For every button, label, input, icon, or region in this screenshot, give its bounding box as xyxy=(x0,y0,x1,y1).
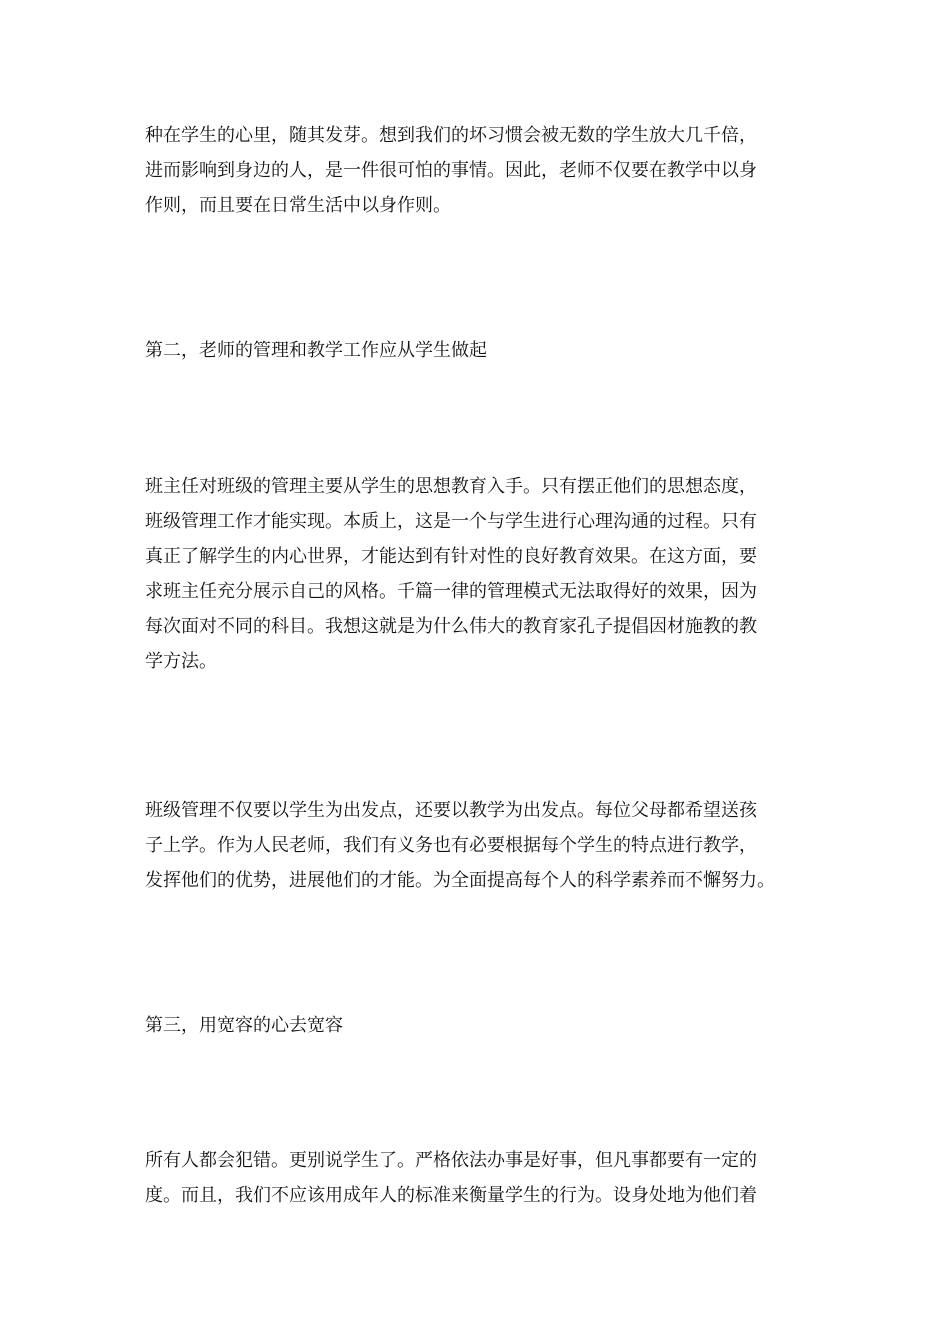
paragraph-role-model xyxy=(145,118,825,223)
text-line: 子上学。作为人民老师，我们有义务也有必要根据每个学生的特点进行教学， xyxy=(145,835,757,856)
text-line: 求班主任充分展示自己的风格。千篇一律的管理模式无法取得好的效果，因为 xyxy=(145,581,757,602)
paragraph-class-management xyxy=(145,469,825,679)
paragraph-tolerance xyxy=(145,1143,825,1213)
text-line: 班级管理不仅要以学生为出发点，还要以教学为出发点。每位父母都希望送孩 xyxy=(145,800,757,821)
text-line: 学方法。 xyxy=(145,651,217,672)
heading-text: 第三，用宽容的心去宽容 xyxy=(145,1015,343,1036)
text-line: 班主任对班级的管理主要从学生的思想教育入手。只有摆正他们的思想态度， xyxy=(145,476,757,497)
text-line: 所有人都会犯错。更别说学生了。严格依法办事是好事，但凡事都要有一定的 xyxy=(145,1150,757,1171)
text-line: 作则，而且要在日常生活中以身作则。 xyxy=(145,195,451,216)
section-heading-second xyxy=(145,333,825,368)
text-line: 种在学生的心里，随其发芽。想到我们的坏习惯会被无数的学生放大几千倍， xyxy=(145,125,757,146)
text-line: 度。而且，我们不应该用成年人的标准来衡量学生的行为。设身处地为他们着 xyxy=(145,1185,757,1206)
text-line: 进而影响到身边的人，是一件很可怕的事情。因此，老师不仅要在教学中以身 xyxy=(145,160,757,181)
text-line: 发挥他们的优势，进展他们的才能。为全面提高每个人的科学素养而不懈努力。 xyxy=(145,870,775,891)
text-line: 班级管理工作才能实现。本质上，这是一个与学生进行心理沟通的过程。只有 xyxy=(145,511,757,532)
text-line: 真正了解学生的内心世界，才能达到有针对性的良好教育效果。在这方面，要 xyxy=(145,546,757,567)
heading-text: 第二，老师的管理和教学工作应从学生做起 xyxy=(145,340,487,361)
paragraph-teaching-starting-point xyxy=(145,793,825,898)
text-line: 每次面对不同的科目。我想这就是为什么伟大的教育家孔子提倡因材施教的教 xyxy=(145,616,757,637)
section-heading-third xyxy=(145,1008,825,1043)
